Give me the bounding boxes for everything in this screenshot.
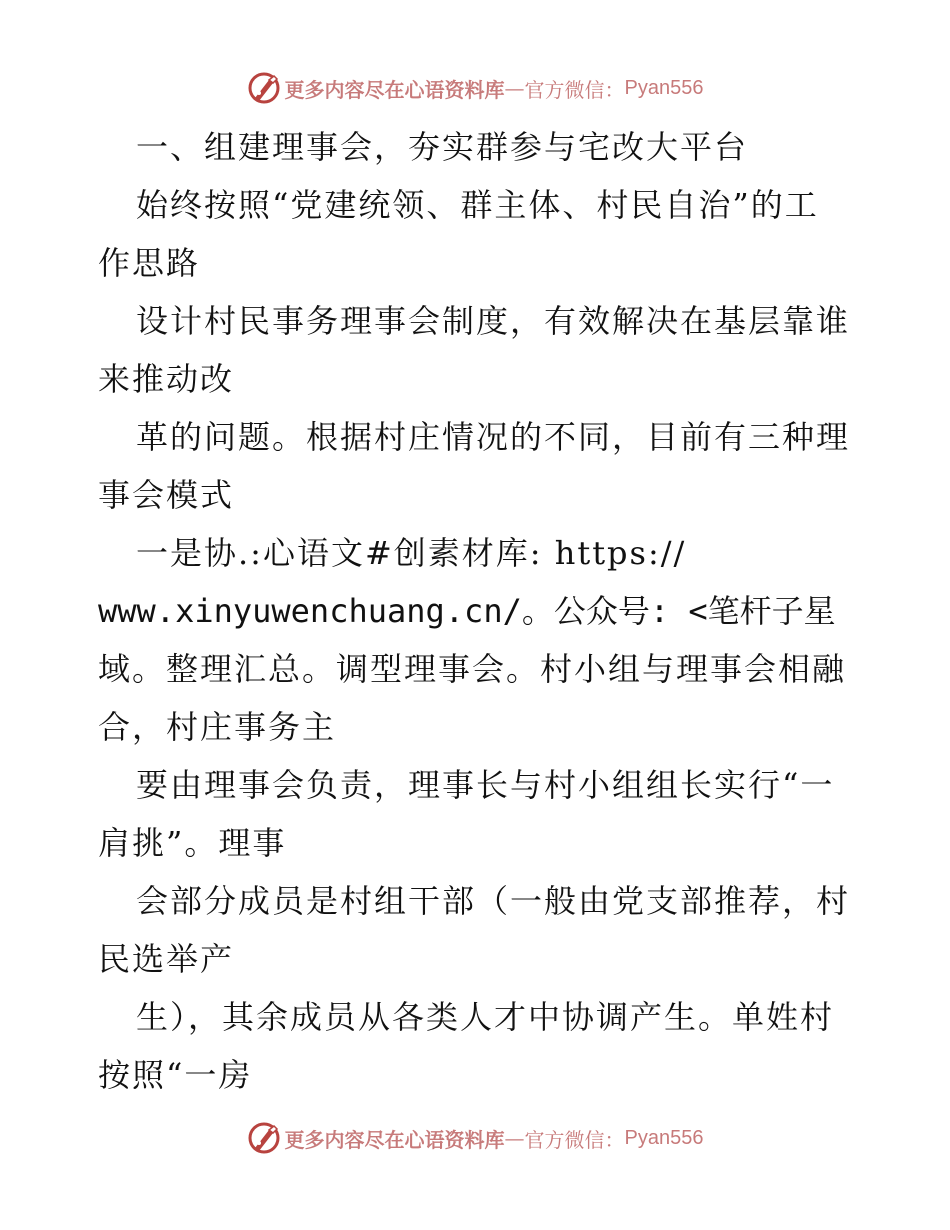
banner-wechat-label: 官方微信： <box>524 1127 625 1152</box>
footer-watermark <box>0 1118 950 1158</box>
paragraph-line: 合，村庄事务主 <box>98 708 337 746</box>
header-watermark <box>0 68 950 108</box>
pen-logo-icon <box>247 1121 281 1155</box>
paragraph-line: 生），其余成员从各类人才中协调产生。单姓村 <box>136 998 835 1036</box>
paragraph-line: 民选举产 <box>98 940 235 978</box>
paragraph-line: 要由理事会负责，理事长与村小组组长实行“一 <box>136 766 835 804</box>
paragraph-line: 按照“一房 <box>98 1056 253 1094</box>
paragraph-line: 革的问题。根据村庄情况的不同，目前有三种理 <box>136 418 851 456</box>
banner-title: 更多内容尽在心语资料库 <box>284 1127 505 1152</box>
paragraph-line: 始终按照“党建统领、群主体、村民自治”的工 <box>136 186 819 224</box>
paragraph-line: 作思路 <box>98 244 201 282</box>
paragraph-line: 一是协.:心语文#创素材库: https:// <box>136 534 687 572</box>
banner-title: 更多内容尽在心语资料库 <box>284 77 505 102</box>
paragraph-line: 肩挑”。理事 <box>98 824 287 862</box>
pen-logo-icon <box>247 71 281 105</box>
banner-wechat-id: Pyan556 <box>624 1126 704 1149</box>
paragraph-line: 事会模式 <box>98 476 235 514</box>
paragraph-line: www.xinyuwenchuang.cn/。公众号: <笔杆子星 <box>98 592 836 630</box>
paragraph-line: 一、组建理事会，夯实群参与宅改大平台 <box>136 128 749 166</box>
banner-separator: — <box>504 76 525 100</box>
banner-wechat-id: Pyan556 <box>624 76 704 99</box>
banner-wechat-label: 官方微信： <box>524 77 625 102</box>
paragraph-line: 域。整理汇总。调型理事会。村小组与理事会相融 <box>98 650 847 688</box>
paragraph-line: 设计村民事务理事会制度，有效解决在基层靠谁 <box>136 302 851 340</box>
paragraph-line: 来推动改 <box>98 360 235 398</box>
paragraph-line: 会部分成员是村组干部（一般由党支部推荐，村 <box>136 882 851 920</box>
banner-separator: — <box>504 1126 525 1150</box>
